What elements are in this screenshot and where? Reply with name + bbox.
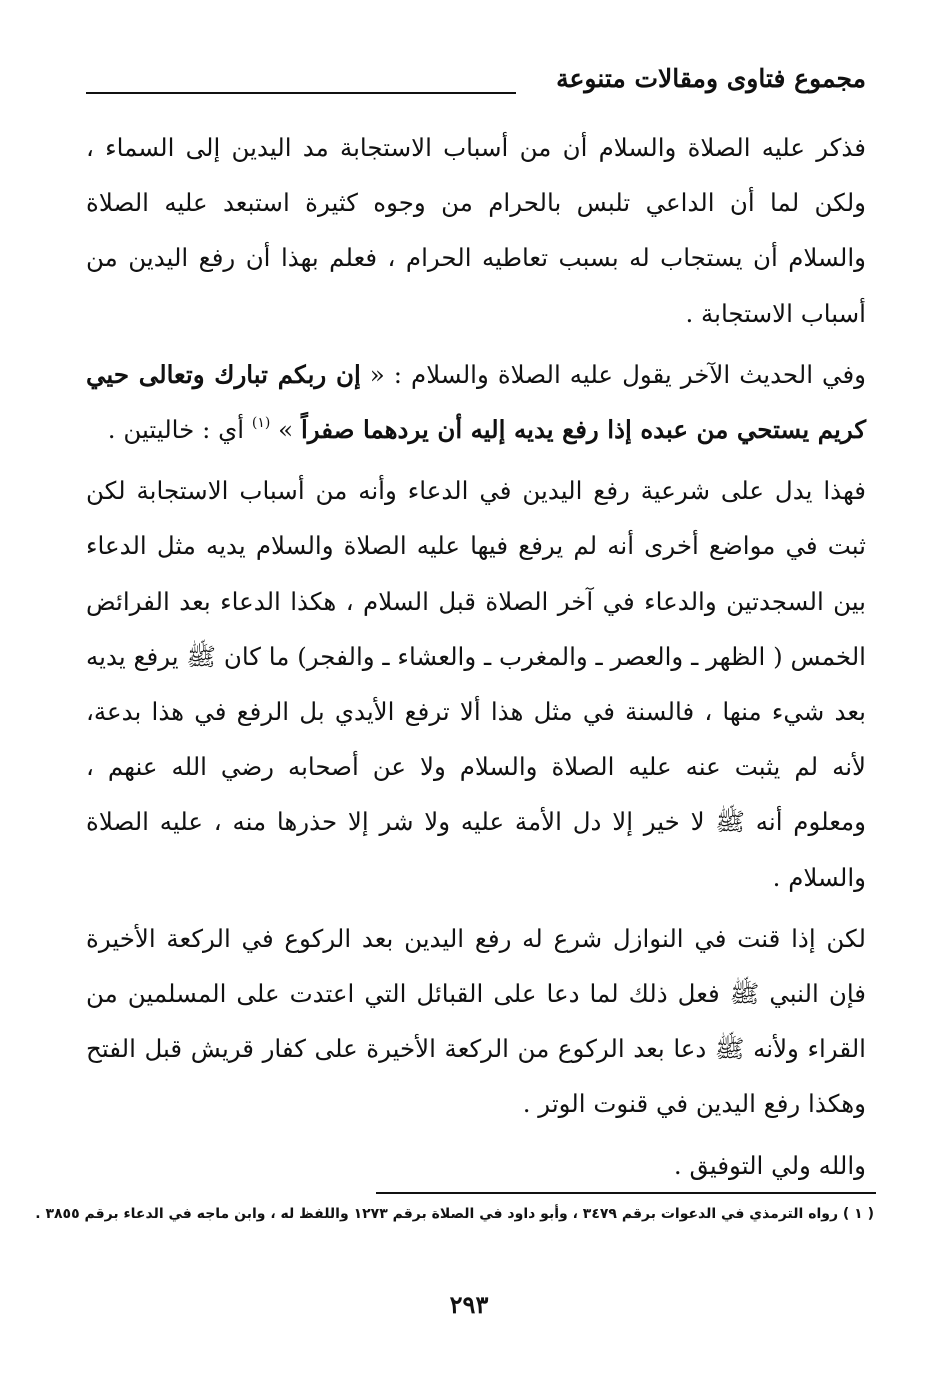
page-number: ٢٩٣ — [449, 1290, 489, 1319]
footnote: ( ١ ) رواه الترمذي في الدعوات برقم ٣٤٧٩ ، وأبو داود في الصلاة برقم ١٢٧٣ واللفظ له ، وابن ماجه في الدعاء برقم ٣٨٥٥ . — [35, 1206, 874, 1222]
paragraph-1: فذكر عليه الصلاة والسلام أن من أسباب الاستجابة مد اليدين إلى السماء ، ولكن لما أن الداعي تلبس بالحرام من وجوه كثيرة استبعد عليه الصلاة والسلام أن يستجاب له بسبب تعاطيه الحرام ، فعلم بهذا أن رفع اليدين من أسباب الاستجابة . — [86, 133, 866, 328]
hadith-intro: وفي الحديث الآخر يقول عليه الصلاة والسلام : « — [369, 359, 866, 389]
footnote-rule — [376, 1192, 876, 1194]
paragraph-4: لكن إذا قنت في النوازل شرع له رفع اليدين بعد الركوع في الركعة الأخيرة فإن النبي ﷺ فعل ذلك لما دعا على القبائل التي اعتدت على المسلمين من القراء ولأنه ﷺ دعا بعد الركوع من الركعة الأخيرة على كفار قريش قبل الفتح وهكذا رفع اليدين في قنوت الوتر . — [86, 923, 866, 1119]
hadith-close: » — [278, 415, 294, 445]
hadith-quote: إن ربكم تبارك وتعالى حيي كريم يستحي من عبده إذا رفع يديه إليه أن يردهما صفراً — [86, 359, 866, 445]
hadith-gloss: أي : خاليتين . — [107, 415, 245, 445]
footnote-ref: (١) — [251, 415, 271, 432]
paragraph-3: فهذا يدل على شرعية رفع اليدين في الدعاء وأنه من أسباب الاستجابة لكن ثبت في مواضع أخرى أنه لم يرفع فيها عليه الصلاة والسلام يديه مثل الدعاء بين السجدتين والدعاء في آخر الصلاة قبل السلام ، هكذا الدعاء بعد الفرائض الخمس ( الظهر ـ والعصر ـ والمغرب ـ والعشاء ـ والفجر) ما كان ﷺ يرفع يديه بعد شيء منها ، فالسنة في مثل هذا ألا ترفع الأيدي بل الرفع في هذا بدعة، لأنه لم يثبت عنه عليه الصلاة والسلام ولا عن أصحابه رضي الله عنهم ، ومعلوم أنه ﷺ لا خير إلا دل الأمة عليه ولا شر إلا حذرها منه ، عليه الصلاة والسلام . — [86, 476, 866, 892]
running-header — [86, 62, 866, 102]
header-rule — [86, 92, 516, 94]
body-text — [86, 120, 866, 1199]
paragraph-2 — [86, 347, 866, 457]
paragraph-5: والله ولي التوفيق . — [673, 1150, 866, 1180]
running-title: مجموع فتاوى ومقالات متنوعة — [556, 64, 866, 93]
